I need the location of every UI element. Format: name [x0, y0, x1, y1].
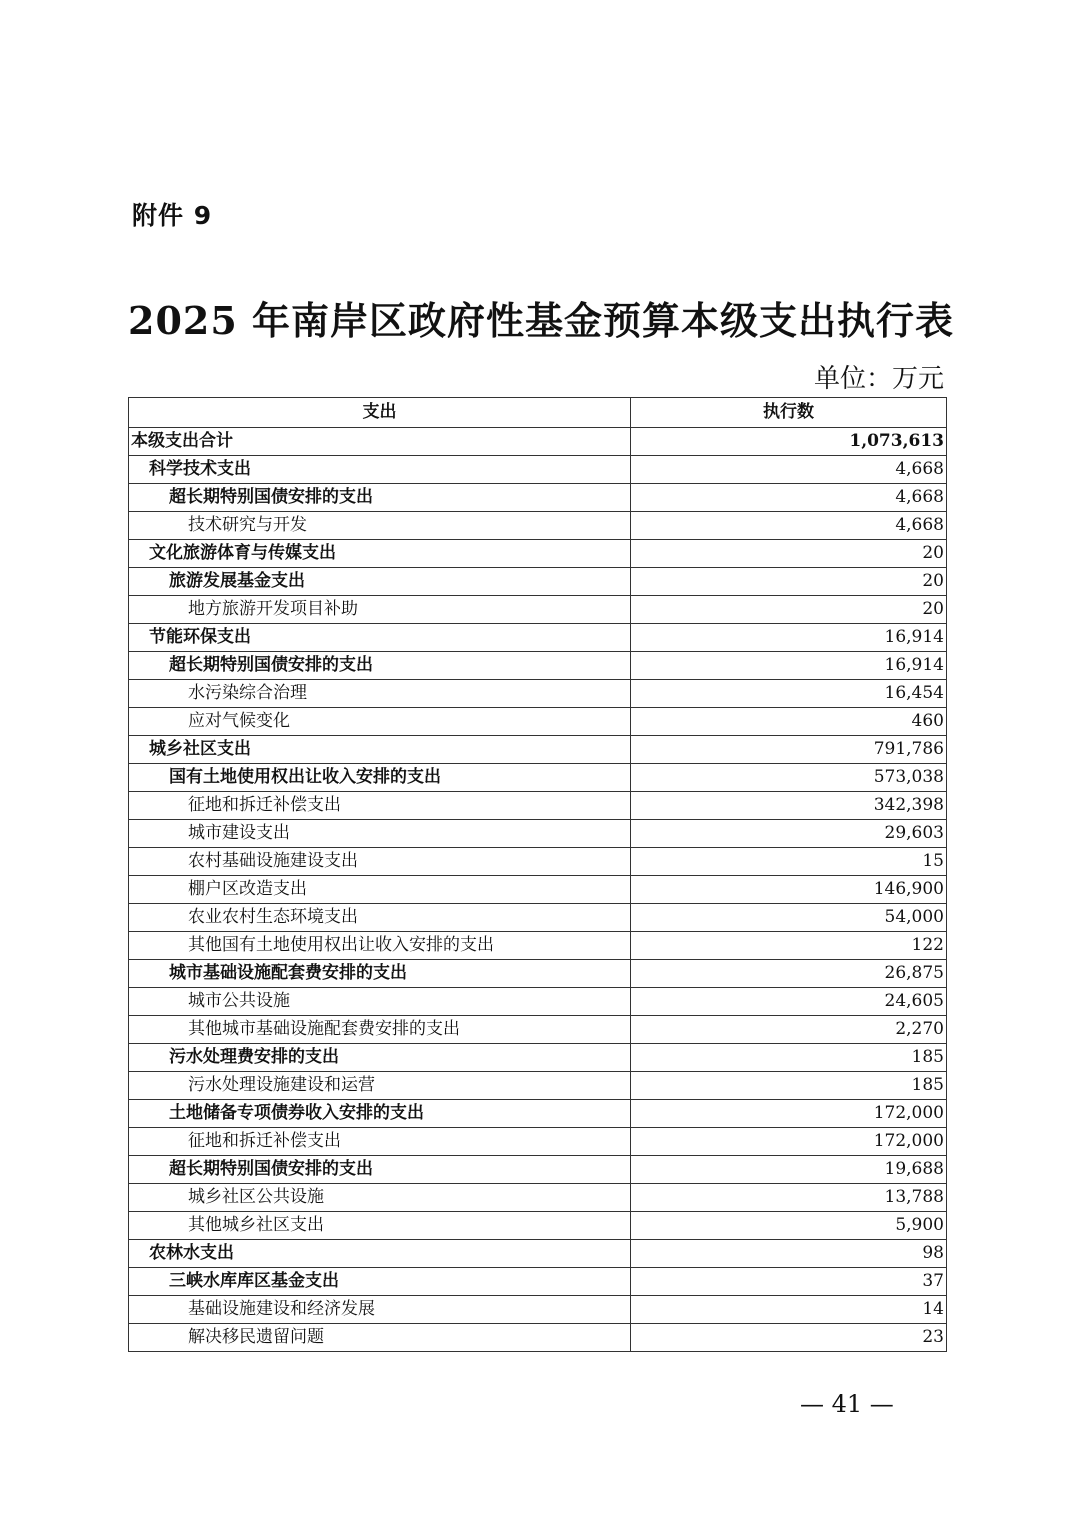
row-executed-value: 146,900 [631, 876, 947, 904]
row-category-name: 其他国有土地使用权出让收入安排的支出 [129, 932, 631, 960]
table-row [129, 456, 947, 484]
row-category-name: 本级支出合计 [129, 428, 631, 456]
table-row [129, 680, 947, 708]
table-row [129, 428, 947, 456]
row-executed-value: 14 [631, 1296, 947, 1324]
row-category-name: 旅游发展基金支出 [129, 568, 631, 596]
row-category-name: 污水处理设施建设和运营 [129, 1072, 631, 1100]
table-body [129, 428, 947, 1352]
row-executed-value: 19,688 [631, 1156, 947, 1184]
row-category-name: 城乡社区公共设施 [129, 1184, 631, 1212]
table-row [129, 764, 947, 792]
row-executed-value: 4,668 [631, 484, 947, 512]
row-executed-value: 1,073,613 [631, 428, 947, 456]
row-category-name: 农业农村生态环境支出 [129, 904, 631, 932]
row-category-name: 城市公共设施 [129, 988, 631, 1016]
row-category-name: 超长期特别国债安排的支出 [129, 652, 631, 680]
attachment-label: 附件 9 [132, 201, 213, 230]
table-row [129, 596, 947, 624]
table-row [129, 1324, 947, 1352]
row-executed-value: 460 [631, 708, 947, 736]
expenditure-table [128, 397, 947, 1352]
table-row [129, 624, 947, 652]
row-executed-value: 5,900 [631, 1212, 947, 1240]
table-row [129, 848, 947, 876]
row-executed-value: 23 [631, 1324, 947, 1352]
row-category-name: 其他城市基础设施配套费安排的支出 [129, 1016, 631, 1044]
row-executed-value: 29,603 [631, 820, 947, 848]
table-row [129, 1296, 947, 1324]
row-executed-value: 16,914 [631, 652, 947, 680]
row-executed-value: 26,875 [631, 960, 947, 988]
row-category-name: 三峡水库库区基金支出 [129, 1268, 631, 1296]
row-category-name: 水污染综合治理 [129, 680, 631, 708]
row-category-name: 城市建设支出 [129, 820, 631, 848]
row-category-name: 城市基础设施配套费安排的支出 [129, 960, 631, 988]
row-executed-value: 573,038 [631, 764, 947, 792]
table-row [129, 820, 947, 848]
row-category-name: 解决移民遗留问题 [129, 1324, 631, 1352]
page-number: — 41 — [800, 1390, 894, 1418]
row-executed-value: 15 [631, 848, 947, 876]
table-row [129, 568, 947, 596]
row-executed-value: 172,000 [631, 1100, 947, 1128]
row-executed-value: 20 [631, 568, 947, 596]
row-executed-value: 13,788 [631, 1184, 947, 1212]
table-row [129, 1156, 947, 1184]
table-row [129, 708, 947, 736]
row-executed-value: 4,668 [631, 512, 947, 540]
table-row [129, 652, 947, 680]
row-executed-value: 185 [631, 1044, 947, 1072]
row-category-name: 农村基础设施建设支出 [129, 848, 631, 876]
table-row [129, 1100, 947, 1128]
table-row [129, 1240, 947, 1268]
row-category-name: 国有土地使用权出让收入安排的支出 [129, 764, 631, 792]
row-executed-value: 98 [631, 1240, 947, 1268]
row-executed-value: 16,454 [631, 680, 947, 708]
row-category-name: 农林水支出 [129, 1240, 631, 1268]
table-row [129, 1184, 947, 1212]
row-category-name: 科学技术支出 [129, 456, 631, 484]
row-executed-value: 2,270 [631, 1016, 947, 1044]
row-category-name: 城乡社区支出 [129, 736, 631, 764]
row-category-name: 节能环保支出 [129, 624, 631, 652]
table-row [129, 512, 947, 540]
row-category-name: 超长期特别国债安排的支出 [129, 1156, 631, 1184]
row-executed-value: 37 [631, 1268, 947, 1296]
page-title: 2025 年南岸区政府性基金预算本级支出执行表 [128, 298, 954, 343]
table-row [129, 1016, 947, 1044]
table-row [129, 1044, 947, 1072]
table-row [129, 484, 947, 512]
table-row [129, 792, 947, 820]
header-expenditure: 支出 [129, 398, 631, 428]
row-executed-value: 20 [631, 540, 947, 568]
table-row [129, 540, 947, 568]
row-category-name: 污水处理费安排的支出 [129, 1044, 631, 1072]
table-row [129, 876, 947, 904]
unit-label: 单位：万元 [813, 364, 944, 394]
header-executed-amount: 执行数 [631, 398, 947, 428]
table-row [129, 988, 947, 1016]
table-header-row [129, 398, 947, 428]
table-row [129, 1072, 947, 1100]
table-row [129, 736, 947, 764]
table-row [129, 1128, 947, 1156]
row-category-name: 征地和拆迁补偿支出 [129, 1128, 631, 1156]
row-category-name: 文化旅游体育与传媒支出 [129, 540, 631, 568]
row-category-name: 地方旅游开发项目补助 [129, 596, 631, 624]
table-row [129, 1212, 947, 1240]
row-category-name: 基础设施建设和经济发展 [129, 1296, 631, 1324]
row-category-name: 超长期特别国债安排的支出 [129, 484, 631, 512]
row-category-name: 土地储备专项债券收入安排的支出 [129, 1100, 631, 1128]
table-row [129, 932, 947, 960]
table-row [129, 960, 947, 988]
row-executed-value: 172,000 [631, 1128, 947, 1156]
table-row [129, 1268, 947, 1296]
row-executed-value: 24,605 [631, 988, 947, 1016]
row-executed-value: 185 [631, 1072, 947, 1100]
row-executed-value: 4,668 [631, 456, 947, 484]
table-row [129, 904, 947, 932]
row-executed-value: 20 [631, 596, 947, 624]
row-category-name: 应对气候变化 [129, 708, 631, 736]
row-executed-value: 54,000 [631, 904, 947, 932]
row-category-name: 技术研究与开发 [129, 512, 631, 540]
row-executed-value: 791,786 [631, 736, 947, 764]
row-category-name: 征地和拆迁补偿支出 [129, 792, 631, 820]
row-executed-value: 16,914 [631, 624, 947, 652]
row-executed-value: 342,398 [631, 792, 947, 820]
row-category-name: 棚户区改造支出 [129, 876, 631, 904]
row-executed-value: 122 [631, 932, 947, 960]
row-category-name: 其他城乡社区支出 [129, 1212, 631, 1240]
